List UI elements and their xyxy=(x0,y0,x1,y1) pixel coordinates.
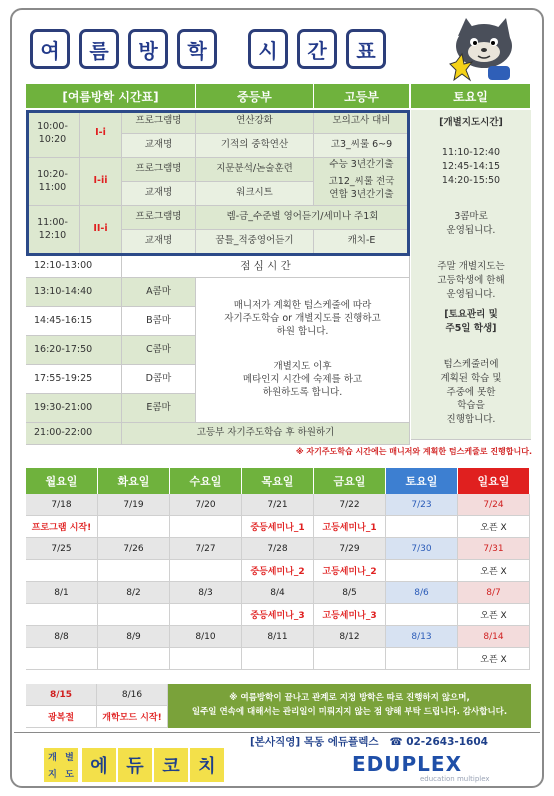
calendar-date: 8/10 xyxy=(170,626,242,648)
closing-note xyxy=(168,684,531,728)
calendar-event xyxy=(26,604,98,626)
calendar-date: 8/13 xyxy=(386,626,458,648)
session-time: 16:20-17:50 xyxy=(26,336,122,365)
calendar-date: 8/14 xyxy=(458,626,530,648)
session-time: 19:30-21:00 xyxy=(26,394,122,423)
session-time: 14:45-16:15 xyxy=(26,307,122,336)
calendar-event xyxy=(242,648,314,670)
calendar-event xyxy=(170,516,242,538)
calendar-date: 7/26 xyxy=(98,538,170,560)
high-book: 캐치-E xyxy=(314,230,410,254)
calendar-event xyxy=(98,516,170,538)
calendar-event xyxy=(98,648,170,670)
badge-char: 별 xyxy=(65,753,74,763)
calendar-event xyxy=(386,560,458,582)
session-label: D콤마 xyxy=(122,365,196,394)
calendar-event: 중등세미나_2 xyxy=(242,560,314,582)
calendar-event: 오픈 X xyxy=(458,604,530,626)
calendar-date: 8/7 xyxy=(458,582,530,604)
saturday-heading-2: [토요관리 및 주5일 학생] xyxy=(444,309,498,334)
badge-char: 지 xyxy=(48,770,57,780)
program-label: 프로그램명 xyxy=(122,110,196,134)
calendar-event: 고등세미나_1 xyxy=(314,516,386,538)
calendar-date: 7/20 xyxy=(170,494,242,516)
calendar-date: 7/22 xyxy=(314,494,386,516)
calendar-event: 프로그램 시작! xyxy=(26,516,98,538)
calendar-day-header: 금요일 xyxy=(314,468,386,494)
hq-label: [본사직영] 목동 에듀플렉스 xyxy=(250,736,379,748)
calendar-date: 7/23 xyxy=(386,494,458,516)
calendar-date: 8/4 xyxy=(242,582,314,604)
saturday-heading: [개별지도시간] xyxy=(439,117,503,128)
period-code: I-ii xyxy=(80,158,122,206)
book-label: 교재명 xyxy=(122,230,196,254)
saturday-note: 텀스케줄러에 계획된 학습 및 주중에 못한 학습을 진행합니다. xyxy=(440,359,502,426)
calendar-event: 오픈 X xyxy=(458,516,530,538)
saturday-note: 주말 개별지도는 고등학생에 한해 운영됩니다. xyxy=(437,261,505,300)
session-time: 17:55-19:25 xyxy=(26,365,122,394)
calendar-date: 8/8 xyxy=(26,626,98,648)
session-time: 13:10-14:40 xyxy=(26,278,122,307)
book-label: 교재명 xyxy=(122,134,196,158)
session-label: A콤마 xyxy=(122,278,196,307)
title-char: 간 xyxy=(297,29,337,69)
badge-char: 개 xyxy=(48,753,57,763)
calendar-event xyxy=(98,560,170,582)
calendar-day-header: 목요일 xyxy=(242,468,314,494)
calendar-event xyxy=(314,648,386,670)
high-program: 수능 3년간기출 xyxy=(314,158,410,172)
late-note: 고등부 자기주도학습 후 하원하기 xyxy=(122,423,410,445)
calendar-date: 7/31 xyxy=(458,538,530,560)
calendar-event xyxy=(98,604,170,626)
calendar-day-header: 일요일 xyxy=(458,468,530,494)
high-book: 고3_씨룰 6~9 xyxy=(314,134,410,158)
middle-book: 꿈틀_적중영어듣기 xyxy=(196,230,314,254)
session-label: C콤마 xyxy=(122,336,196,365)
footer-divider xyxy=(14,732,540,733)
calendar-date: 8/6 xyxy=(386,582,458,604)
calendar-date: 8/11 xyxy=(242,626,314,648)
title-char: 여 xyxy=(30,29,70,69)
title-char: 름 xyxy=(79,29,119,69)
calendar-date: 8/16 xyxy=(97,684,168,706)
calendar-date: 8/12 xyxy=(314,626,386,648)
calendar-event: 오픈 X xyxy=(458,648,530,670)
calendar-event xyxy=(386,516,458,538)
calendar-day-header: 수요일 xyxy=(170,468,242,494)
afternoon-note: 개별지도 이후 메타인지 시간에 숙제를 하고 하원하도록 합니다. xyxy=(242,361,363,398)
page-title xyxy=(30,24,395,74)
middle-high-program: 렘-금_수준별 영어듣기/세미나 주1회 xyxy=(196,206,410,230)
calendar-date: 7/24 xyxy=(458,494,530,516)
book-label: 교재명 xyxy=(122,182,196,206)
calendar-date: 7/27 xyxy=(170,538,242,560)
header-middle: 중등부 xyxy=(196,84,314,108)
closing-note-line: ※ 여름방학이 끝나고 관계로 지정 방학은 따로 진행하지 않으며, xyxy=(229,693,470,704)
calendar-day-header: 월요일 xyxy=(26,468,98,494)
calendar-event: 고등세미나_3 xyxy=(314,604,386,626)
lunch-label: 점 심 시 간 xyxy=(122,256,410,278)
header-high: 고등부 xyxy=(314,84,410,108)
saturday-note: 3콤마로 운영됩니다. xyxy=(446,211,496,236)
calendar-event xyxy=(386,648,458,670)
calendar-event: 오픈 X xyxy=(458,560,530,582)
late-time: 21:00-22:00 xyxy=(26,423,122,445)
calendar-event xyxy=(170,648,242,670)
title-char: 표 xyxy=(346,29,386,69)
calendar-event: 고등세미나_2 xyxy=(314,560,386,582)
calendar-event xyxy=(386,604,458,626)
session-label: E콤마 xyxy=(122,394,196,423)
calendar-date: 8/15 xyxy=(26,684,97,706)
calendar-date: 8/9 xyxy=(98,626,170,648)
edu-char: 치 xyxy=(190,748,224,782)
calendar-date: 8/3 xyxy=(170,582,242,604)
session-label: B콤마 xyxy=(122,307,196,336)
calendar-event: 광복절 xyxy=(26,706,97,728)
calendar-event: 중등세미나_3 xyxy=(242,604,314,626)
badge xyxy=(44,748,78,782)
time-cell: 10:20- 11:00 xyxy=(26,158,80,206)
calendar-day-header: 토요일 xyxy=(386,468,458,494)
eduplex-logo: EDUPLEX xyxy=(352,752,462,776)
cat-mascot-icon xyxy=(448,14,520,84)
afternoon-notes xyxy=(196,278,410,423)
time-cell: 10:00- 10:20 xyxy=(26,110,80,158)
title-char: 학 xyxy=(177,29,217,69)
period-code: I-i xyxy=(80,110,122,158)
middle-book: 워크시트 xyxy=(196,182,314,206)
time-cell: 11:00- 12:10 xyxy=(26,206,80,254)
calendar-event xyxy=(170,560,242,582)
high-program: 모의고사 대비 xyxy=(314,110,410,134)
calendar-date: 7/29 xyxy=(314,538,386,560)
saturday-times: 11:10-12:40 12:45-14:15 14:20-15:50 xyxy=(441,147,501,186)
calendar-event: 중등세미나_1 xyxy=(242,516,314,538)
calendar-date: 8/1 xyxy=(26,582,98,604)
calendar-date: 7/30 xyxy=(386,538,458,560)
title-char: 시 xyxy=(248,29,288,69)
badge-char: 도 xyxy=(65,770,74,780)
header-saturday: 토요일 xyxy=(411,84,531,108)
calendar-event xyxy=(26,560,98,582)
calendar-event xyxy=(170,604,242,626)
edu-char: 에 xyxy=(82,748,116,782)
edu-char: 코 xyxy=(154,748,188,782)
closing-note-line: 일주일 연속에 대해서는 관리일이 미뤄지지 않는 점 양해 부탁 드립니다. 감사합니다. xyxy=(191,707,508,717)
calendar-date: 7/19 xyxy=(98,494,170,516)
calendar-event xyxy=(26,648,98,670)
middle-book: 기적의 중학연산 xyxy=(196,134,314,158)
middle-program: 지문분석/논술훈련 xyxy=(196,158,314,182)
calendar-date: 7/18 xyxy=(26,494,98,516)
calendar-event: 개학모드 시작! xyxy=(97,706,168,728)
calendar-date: 7/28 xyxy=(242,538,314,560)
calendar-day-header: 화요일 xyxy=(98,468,170,494)
calendar-date: 8/5 xyxy=(314,582,386,604)
phone-number: ☎ 02-2643-1604 xyxy=(389,736,488,748)
edu-char: 듀 xyxy=(118,748,152,782)
period-code: II-i xyxy=(80,206,122,254)
middle-program: 연산강화 xyxy=(196,110,314,134)
title-char: 방 xyxy=(128,29,168,69)
calendar-date: 7/21 xyxy=(242,494,314,516)
hq-info xyxy=(250,734,488,749)
program-label: 프로그램명 xyxy=(122,206,196,230)
program-label: 프로그램명 xyxy=(122,158,196,182)
calendar-date: 7/25 xyxy=(26,538,98,560)
header-schedule: [여름방학 시간표] xyxy=(26,84,196,108)
high-book: 고12_씨룰 전국 연합 3년간기출 xyxy=(314,172,410,206)
calendar-date: 8/2 xyxy=(98,582,170,604)
lunch-time: 12:10-13:00 xyxy=(26,256,122,278)
notice-text: ※ 자기주도학습 시간에는 매니저와 계획한 텀스케줄로 진행합니다. xyxy=(295,447,532,456)
saturday-panel xyxy=(411,110,531,440)
eduplex-tagline: education multiplex xyxy=(420,775,490,783)
afternoon-note: 매니저가 계획한 텀스케줄에 따라 자기주도학습 or 개별지도를 진행하고 하원 합니다. xyxy=(224,300,381,337)
